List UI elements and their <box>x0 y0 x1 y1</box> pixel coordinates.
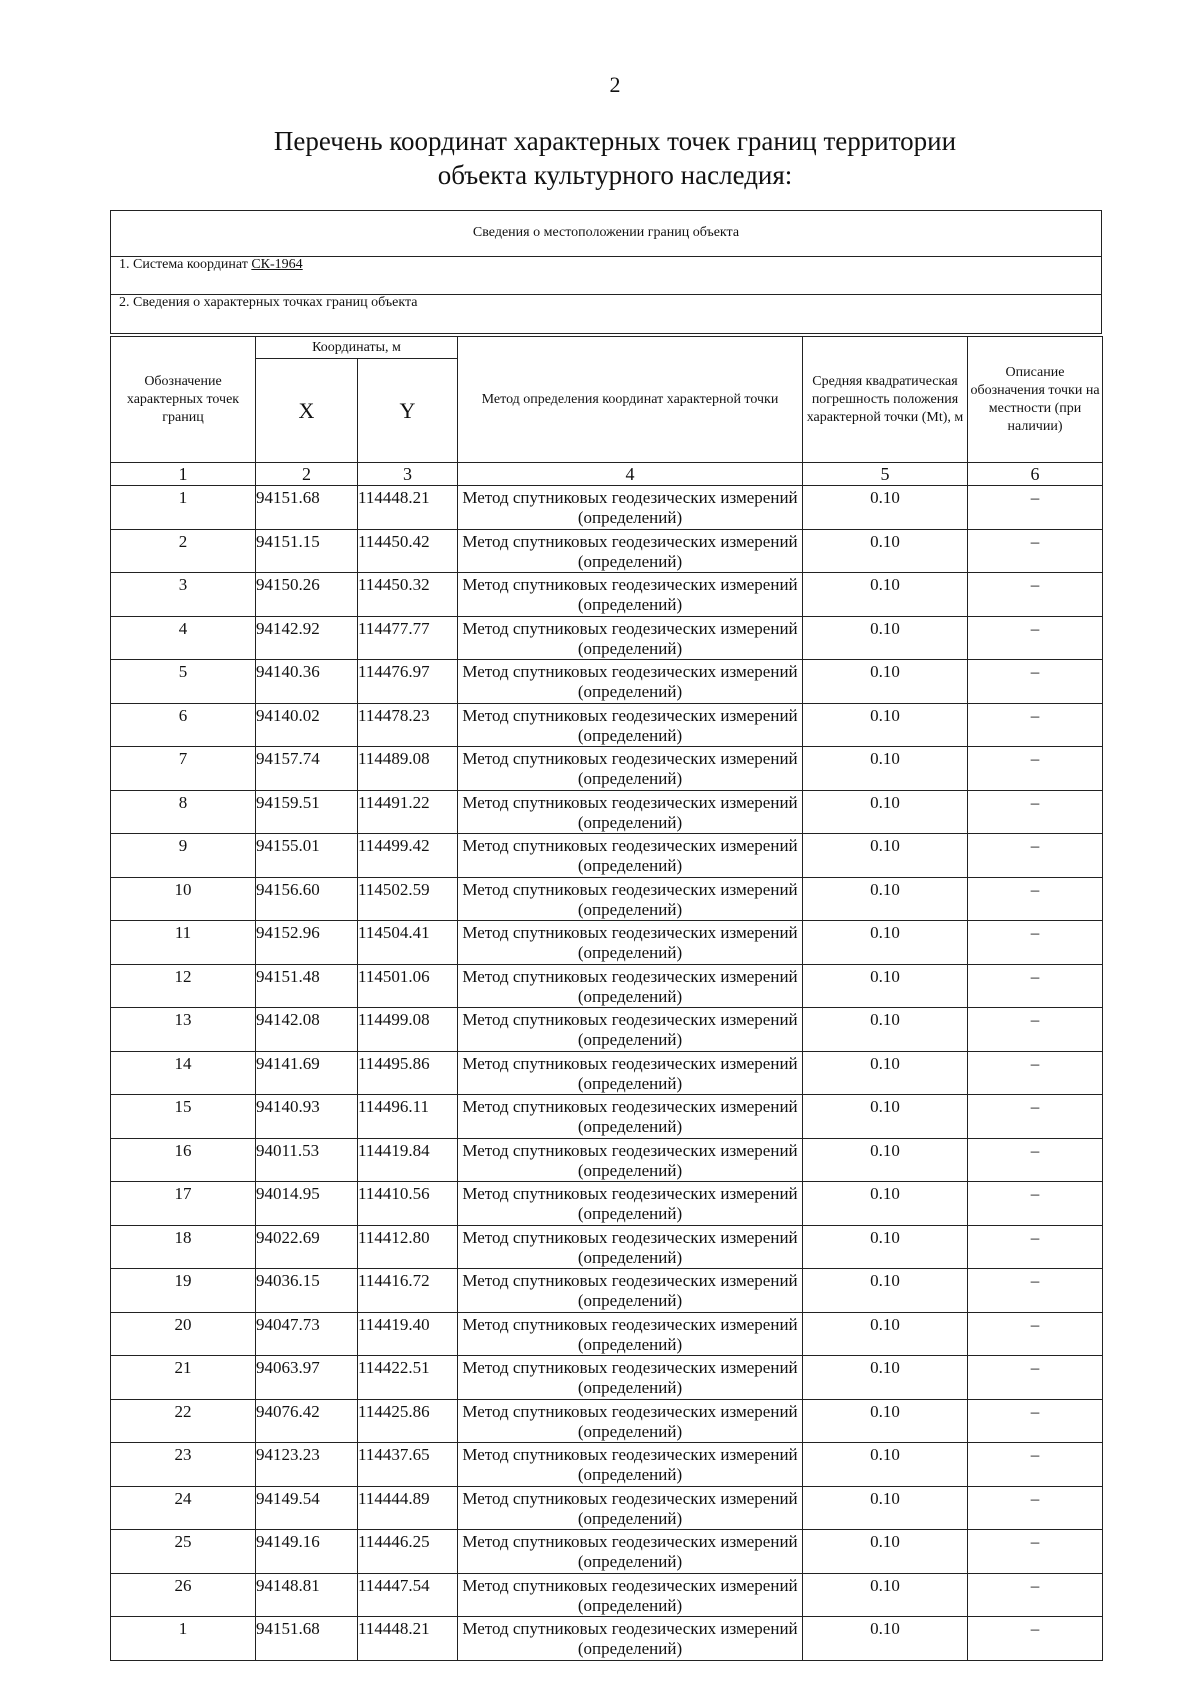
accuracy-cell: 0.10 <box>803 1573 968 1617</box>
x-coordinate-cell: 94159.51 <box>256 790 358 834</box>
description-cell: – <box>968 921 1103 965</box>
method-cell: Метод спутниковых геодезических измерений (определений) <box>458 1051 803 1095</box>
description-cell: – <box>968 1443 1103 1487</box>
x-coordinate-cell: 94076.42 <box>256 1399 358 1443</box>
point-number-cell: 13 <box>111 1008 256 1052</box>
method-cell: Метод спутниковых геодезических измерений (определений) <box>458 573 803 617</box>
point-number-cell: 24 <box>111 1486 256 1530</box>
table-row <box>111 486 1103 530</box>
description-cell: – <box>968 1269 1103 1313</box>
description-cell: – <box>968 1225 1103 1269</box>
x-coordinate-cell: 94155.01 <box>256 834 358 878</box>
x-coordinate-cell: 94151.15 <box>256 529 358 573</box>
x-coordinate-cell: 94140.93 <box>256 1095 358 1139</box>
method-cell: Метод спутниковых геодезических измерений (определений) <box>458 747 803 791</box>
method-cell: Метод спутниковых геодезических измерений (определений) <box>458 616 803 660</box>
x-coordinate-cell: 94149.54 <box>256 1486 358 1530</box>
column-number: 2 <box>256 463 358 486</box>
description-cell: – <box>968 1138 1103 1182</box>
x-coordinate-cell: 94151.68 <box>256 486 358 530</box>
method-cell: Метод спутниковых геодезических измерений (определений) <box>458 877 803 921</box>
method-cell: Метод спутниковых геодезических измерений (определений) <box>458 1312 803 1356</box>
accuracy-cell: 0.10 <box>803 1269 968 1313</box>
point-number-cell: 11 <box>111 921 256 965</box>
points-section-label: 2. Сведения о характерных точках границ объекта <box>119 295 418 310</box>
point-number-cell: 23 <box>111 1443 256 1487</box>
x-coordinate-cell: 94151.68 <box>256 1617 358 1661</box>
description-cell: – <box>968 964 1103 1008</box>
y-coordinate-cell: 114495.86 <box>358 1051 458 1095</box>
x-coordinate-cell: 94142.92 <box>256 616 358 660</box>
point-number-cell: 1 <box>111 486 256 530</box>
y-coordinate-cell: 114410.56 <box>358 1182 458 1226</box>
point-number-cell: 17 <box>111 1182 256 1226</box>
y-coordinate-cell: 114446.25 <box>358 1530 458 1574</box>
description-cell: – <box>968 616 1103 660</box>
point-number-cell: 1 <box>111 1617 256 1661</box>
point-number-cell: 5 <box>111 660 256 704</box>
accuracy-cell: 0.10 <box>803 747 968 791</box>
column-number: 3 <box>358 463 458 486</box>
point-number-cell: 12 <box>111 964 256 1008</box>
header-y: Y <box>358 359 458 463</box>
table-row <box>111 1138 1103 1182</box>
description-cell: – <box>968 1182 1103 1226</box>
method-cell: Метод спутниковых геодезических измерений (определений) <box>458 529 803 573</box>
y-coordinate-cell: 114447.54 <box>358 1573 458 1617</box>
y-coordinate-cell: 114450.42 <box>358 529 458 573</box>
table-row <box>111 1486 1103 1530</box>
x-coordinate-cell: 94149.16 <box>256 1530 358 1574</box>
document-title-line-1: Перечень координат характерных точек границ территории <box>273 126 957 156</box>
description-cell: – <box>968 747 1103 791</box>
x-coordinate-cell: 94151.48 <box>256 964 358 1008</box>
point-number-cell: 19 <box>111 1269 256 1313</box>
x-coordinate-cell: 94141.69 <box>256 1051 358 1095</box>
y-coordinate-cell: 114499.08 <box>358 1008 458 1052</box>
x-coordinate-cell: 94123.23 <box>256 1443 358 1487</box>
y-coordinate-cell: 114444.89 <box>358 1486 458 1530</box>
point-number-cell: 4 <box>111 616 256 660</box>
y-coordinate-cell: 114448.21 <box>358 486 458 530</box>
coordinates-table-body <box>111 486 1103 1661</box>
point-number-cell: 6 <box>111 703 256 747</box>
y-coordinate-cell: 114478.23 <box>358 703 458 747</box>
y-coordinate-cell: 114477.77 <box>358 616 458 660</box>
y-coordinate-cell: 114491.22 <box>358 790 458 834</box>
x-coordinate-cell: 94140.36 <box>256 660 358 704</box>
accuracy-cell: 0.10 <box>803 1443 968 1487</box>
description-cell: – <box>968 790 1103 834</box>
section-header <box>111 211 1101 257</box>
column-number: 6 <box>968 463 1103 486</box>
method-cell: Метод спутниковых геодезических измерений (определений) <box>458 790 803 834</box>
table-row <box>111 747 1103 791</box>
header-x: X <box>256 359 358 463</box>
point-number-cell: 21 <box>111 1356 256 1400</box>
header-point-designation: Обозначение характерных точек границ <box>111 337 256 463</box>
table-row <box>111 660 1103 704</box>
point-number-cell: 14 <box>111 1051 256 1095</box>
description-cell: – <box>968 529 1103 573</box>
description-cell: – <box>968 1095 1103 1139</box>
point-number-cell: 8 <box>111 790 256 834</box>
table-row <box>111 1095 1103 1139</box>
y-coordinate-cell: 114496.11 <box>358 1095 458 1139</box>
y-coordinate-cell: 114419.84 <box>358 1138 458 1182</box>
description-cell: – <box>968 1312 1103 1356</box>
x-coordinate-cell: 94047.73 <box>256 1312 358 1356</box>
y-coordinate-cell: 114425.86 <box>358 1399 458 1443</box>
method-cell: Метод спутниковых геодезических измерений (определений) <box>458 1008 803 1052</box>
header-coordinates-group: Координаты, м <box>256 337 458 359</box>
accuracy-cell: 0.10 <box>803 1486 968 1530</box>
column-number: 5 <box>803 463 968 486</box>
method-cell: Метод спутниковых геодезических измерений (определений) <box>458 1225 803 1269</box>
x-coordinate-cell: 94142.08 <box>256 1008 358 1052</box>
accuracy-cell: 0.10 <box>803 1356 968 1400</box>
coordinate-system-label: 1. Система координат <box>119 257 248 272</box>
coordinate-system-row <box>111 257 1101 295</box>
description-cell: – <box>968 1573 1103 1617</box>
description-cell: – <box>968 486 1103 530</box>
header-method: Метод определения координат характерной точки <box>458 337 803 463</box>
table-row <box>111 1617 1103 1661</box>
description-cell: – <box>968 1356 1103 1400</box>
x-coordinate-cell: 94156.60 <box>256 877 358 921</box>
method-cell: Метод спутниковых геодезических измерений (определений) <box>458 1530 803 1574</box>
accuracy-cell: 0.10 <box>803 703 968 747</box>
point-number-cell: 7 <box>111 747 256 791</box>
method-cell: Метод спутниковых геодезических измерений (определений) <box>458 921 803 965</box>
method-cell: Метод спутниковых геодезических измерений (определений) <box>458 1573 803 1617</box>
method-cell: Метод спутниковых геодезических измерений (определений) <box>458 1443 803 1487</box>
method-cell: Метод спутниковых геодезических измерений (определений) <box>458 1138 803 1182</box>
table-row <box>111 529 1103 573</box>
description-cell: – <box>968 703 1103 747</box>
y-coordinate-cell: 114448.21 <box>358 1617 458 1661</box>
accuracy-cell: 0.10 <box>803 1182 968 1226</box>
description-cell: – <box>968 1486 1103 1530</box>
method-cell: Метод спутниковых геодезических измерений (определений) <box>458 1095 803 1139</box>
coordinates-table <box>110 336 1103 1661</box>
point-number-cell: 15 <box>111 1095 256 1139</box>
y-coordinate-cell: 114476.97 <box>358 660 458 704</box>
table-row <box>111 1573 1103 1617</box>
accuracy-cell: 0.10 <box>803 834 968 878</box>
y-coordinate-cell: 114422.51 <box>358 1356 458 1400</box>
y-coordinate-cell: 114450.32 <box>358 573 458 617</box>
method-cell: Метод спутниковых геодезических измерений (определений) <box>458 964 803 1008</box>
description-cell: – <box>968 834 1103 878</box>
accuracy-cell: 0.10 <box>803 1008 968 1052</box>
accuracy-cell: 0.10 <box>803 616 968 660</box>
x-coordinate-cell: 94152.96 <box>256 921 358 965</box>
accuracy-cell: 0.10 <box>803 1225 968 1269</box>
method-cell: Метод спутниковых геодезических измерений (определений) <box>458 1269 803 1313</box>
table-row <box>111 1356 1103 1400</box>
table-row <box>111 1312 1103 1356</box>
y-coordinate-cell: 114502.59 <box>358 877 458 921</box>
point-number-cell: 26 <box>111 1573 256 1617</box>
method-cell: Метод спутниковых геодезических измерений (определений) <box>458 660 803 704</box>
table-row <box>111 1399 1103 1443</box>
x-coordinate-cell: 94150.26 <box>256 573 358 617</box>
point-number-cell: 22 <box>111 1399 256 1443</box>
accuracy-cell: 0.10 <box>803 486 968 530</box>
table-row <box>111 1008 1103 1052</box>
table-row <box>111 1225 1103 1269</box>
coordinate-system-value: СК-1964 <box>251 257 303 272</box>
x-coordinate-cell: 94148.81 <box>256 1573 358 1617</box>
accuracy-cell: 0.10 <box>803 529 968 573</box>
y-coordinate-cell: 114499.42 <box>358 834 458 878</box>
point-number-cell: 16 <box>111 1138 256 1182</box>
table-row <box>111 1051 1103 1095</box>
point-number-cell: 18 <box>111 1225 256 1269</box>
table-row <box>111 616 1103 660</box>
y-coordinate-cell: 114437.65 <box>358 1443 458 1487</box>
table-row <box>111 573 1103 617</box>
points-section-row <box>111 295 1101 333</box>
accuracy-cell: 0.10 <box>803 790 968 834</box>
x-coordinate-cell: 94022.69 <box>256 1225 358 1269</box>
accuracy-cell: 0.10 <box>803 1530 968 1574</box>
description-cell: – <box>968 1530 1103 1574</box>
method-cell: Метод спутниковых геодезических измерений (определений) <box>458 1486 803 1530</box>
y-coordinate-cell: 114489.08 <box>358 747 458 791</box>
document-title-line-2: объекта культурного наследия: <box>437 160 793 190</box>
accuracy-cell: 0.10 <box>803 1617 968 1661</box>
table-row <box>111 877 1103 921</box>
accuracy-cell: 0.10 <box>803 1138 968 1182</box>
point-number-cell: 10 <box>111 877 256 921</box>
description-cell: – <box>968 573 1103 617</box>
x-coordinate-cell: 94157.74 <box>256 747 358 791</box>
table-row <box>111 1530 1103 1574</box>
x-coordinate-cell: 94036.15 <box>256 1269 358 1313</box>
method-cell: Метод спутниковых геодезических измерений (определений) <box>458 703 803 747</box>
table-row <box>111 1269 1103 1313</box>
table-row <box>111 790 1103 834</box>
method-cell: Метод спутниковых геодезических измерений (определений) <box>458 1182 803 1226</box>
x-coordinate-cell: 94063.97 <box>256 1356 358 1400</box>
description-cell: – <box>968 1399 1103 1443</box>
x-coordinate-cell: 94014.95 <box>256 1182 358 1226</box>
point-number-cell: 9 <box>111 834 256 878</box>
column-number: 1 <box>111 463 256 486</box>
method-cell: Метод спутниковых геодезических измерений (определений) <box>458 1617 803 1661</box>
accuracy-cell: 0.10 <box>803 1312 968 1356</box>
point-number-cell: 25 <box>111 1530 256 1574</box>
table-row <box>111 1443 1103 1487</box>
y-coordinate-cell: 114504.41 <box>358 921 458 965</box>
method-cell: Метод спутниковых геодезических измерений (определений) <box>458 1356 803 1400</box>
point-number-cell: 20 <box>111 1312 256 1356</box>
column-number-row <box>111 463 1103 486</box>
accuracy-cell: 0.10 <box>803 1095 968 1139</box>
method-cell: Метод спутниковых геодезических измерений (определений) <box>458 1399 803 1443</box>
header-accuracy: Средняя квадратическая погрешность положения характерной точки (Mt), м <box>803 337 968 463</box>
point-number-cell: 3 <box>111 573 256 617</box>
y-coordinate-cell: 114501.06 <box>358 964 458 1008</box>
object-location-box <box>110 210 1102 334</box>
accuracy-cell: 0.10 <box>803 573 968 617</box>
accuracy-cell: 0.10 <box>803 964 968 1008</box>
point-number-cell: 2 <box>111 529 256 573</box>
x-coordinate-cell: 94140.02 <box>256 703 358 747</box>
description-cell: – <box>968 877 1103 921</box>
page-number: 2 <box>609 72 621 97</box>
method-cell: Метод спутниковых геодезических измерений (определений) <box>458 486 803 530</box>
table-row <box>111 964 1103 1008</box>
method-cell: Метод спутниковых геодезических измерений (определений) <box>458 834 803 878</box>
y-coordinate-cell: 114419.40 <box>358 1312 458 1356</box>
table-row <box>111 834 1103 878</box>
table-row <box>111 1182 1103 1226</box>
description-cell: – <box>968 1051 1103 1095</box>
document-title <box>0 124 1200 192</box>
column-number: 4 <box>458 463 803 486</box>
table-row <box>111 703 1103 747</box>
accuracy-cell: 0.10 <box>803 1051 968 1095</box>
y-coordinate-cell: 114416.72 <box>358 1269 458 1313</box>
header-description: Описание обозначения точки на местности (при наличии) <box>968 337 1103 463</box>
accuracy-cell: 0.10 <box>803 660 968 704</box>
y-coordinate-cell: 114412.80 <box>358 1225 458 1269</box>
x-coordinate-cell: 94011.53 <box>256 1138 358 1182</box>
description-cell: – <box>968 660 1103 704</box>
description-cell: – <box>968 1617 1103 1661</box>
accuracy-cell: 0.10 <box>803 877 968 921</box>
description-cell: – <box>968 1008 1103 1052</box>
section-header-text: Сведения о местоположении границ объекта <box>472 225 740 240</box>
table-row <box>111 921 1103 965</box>
accuracy-cell: 0.10 <box>803 921 968 965</box>
accuracy-cell: 0.10 <box>803 1399 968 1443</box>
